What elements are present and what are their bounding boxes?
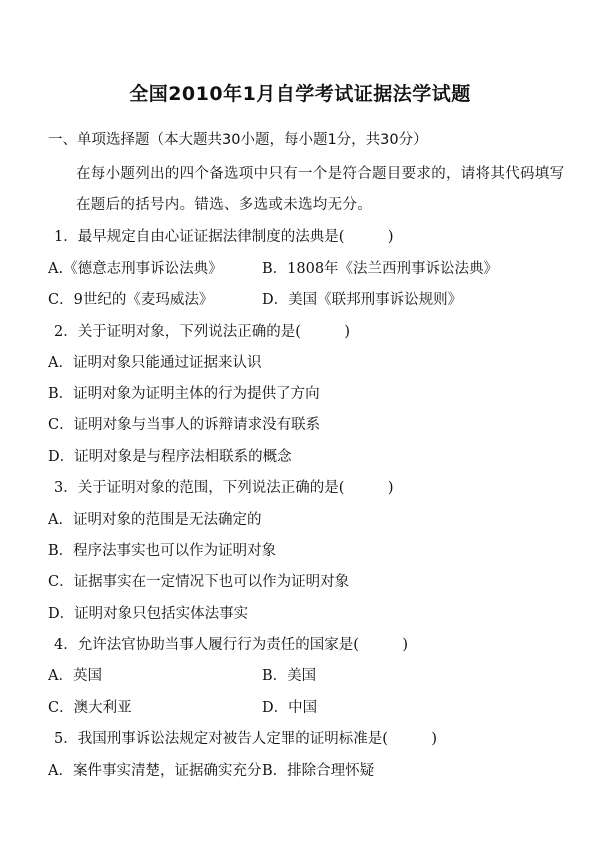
question-option: D．中国 bbox=[262, 700, 318, 716]
question-option: C．证据事实在一定情况下也可以作为证明对象 bbox=[48, 574, 350, 590]
question-stem: 4．允许法官协助当事人履行行为责任的国家是( ) bbox=[54, 637, 409, 653]
section-instruction: 在每小题列出的四个备选项中只有一个是符合题目要求的，请将其代码填写 bbox=[76, 166, 565, 182]
question-option: D．美国《联邦刑事诉讼规则》 bbox=[262, 292, 463, 308]
question-option: A.《德意志刑事诉讼法典》 bbox=[48, 261, 223, 277]
question-option: D．证明对象是与程序法相联系的概念 bbox=[48, 449, 292, 465]
question-stem: 3．关于证明对象的范围，下列说法正确的是( ) bbox=[54, 480, 394, 496]
question-option: A．证明对象的范围是无法确定的 bbox=[48, 512, 262, 528]
question-option: B．美国 bbox=[262, 668, 317, 684]
page-title: 全国2010年1月自学考试证据法学试题 bbox=[129, 83, 471, 105]
question-option: C．证明对象与当事人的诉辩请求没有联系 bbox=[48, 417, 321, 433]
question-option: B．排除合理怀疑 bbox=[262, 763, 375, 779]
question-option: C．澳大利亚 bbox=[48, 700, 132, 716]
question-option: A．证明对象只能通过证据来认识 bbox=[48, 355, 262, 371]
section-instruction: 在题后的括号内。错选、多选或未选均无分。 bbox=[76, 197, 372, 213]
section-heading: 一、单项选择题（本大题共30小题，每小题1分，共30分） bbox=[48, 132, 428, 148]
question-option: D．证明对象只包括实体法事实 bbox=[48, 606, 249, 622]
question-option: C．9世纪的《麦玛威法》 bbox=[48, 292, 214, 308]
question-option: B．1808年《法兰西刑事诉讼法典》 bbox=[262, 261, 499, 277]
question-option: A．案件事实清楚，证据确实充分 bbox=[48, 763, 262, 779]
question-stem: 5．我国刑事诉讼法规定对被告人定罪的证明标准是( ) bbox=[54, 731, 438, 747]
question-option: A．英国 bbox=[48, 668, 102, 684]
question-option: B．证明对象为证明主体的行为提供了方向 bbox=[48, 386, 320, 402]
question-option: B．程序法事实也可以作为证明对象 bbox=[48, 543, 277, 559]
question-stem: 1．最早规定自由心证证据法律制度的法典是( ) bbox=[54, 229, 394, 245]
question-stem: 2．关于证明对象，下列说法正确的是( ) bbox=[54, 324, 351, 340]
